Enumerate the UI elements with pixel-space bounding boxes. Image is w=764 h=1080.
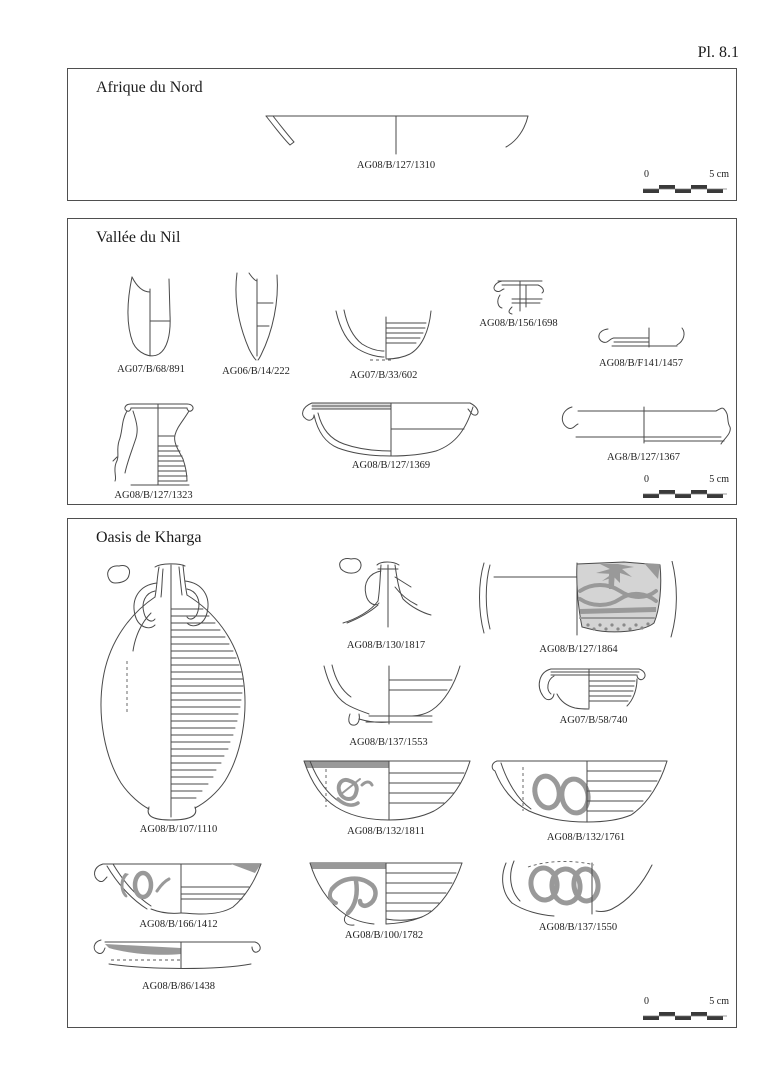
scale-zero: 0 (644, 169, 649, 180)
pottery-drawing-stand (490, 277, 548, 315)
artifact-label: AG08/B/F141/1457 (598, 358, 683, 369)
pottery-drawing-painted-basin (294, 759, 479, 823)
pottery-drawing-loop-bowl (489, 759, 684, 829)
artifact-label: AG07/B/68/891 (117, 364, 185, 375)
plate-number: Pl. 8.1 (697, 44, 739, 61)
artifact-label: AG07/B/33/602 (349, 370, 418, 381)
scale-five: 5 cm (709, 996, 729, 1007)
figure-amphora-1110 (86, 561, 271, 835)
artifact-label: AG08/B/127/1369 (351, 460, 431, 471)
artifact-label: AG08/B/127/1323 (114, 490, 193, 501)
artifact-label: AG08/B/137/1550 (538, 922, 618, 933)
panel-title: Vallée du Nil (96, 229, 181, 246)
pottery-drawing-ribbed-rim (531, 666, 656, 712)
figure-basin-1369 (296, 399, 486, 471)
figure-dish-1438 (86, 934, 271, 992)
figure-jar-rim-740 (526, 666, 661, 726)
pottery-drawing-painted-bowl (89, 861, 269, 916)
pottery-drawing-painted-sherd (474, 561, 684, 641)
pottery-drawing-rim-bowl (256, 113, 536, 157)
figure-painted-bowl-1761 (486, 759, 686, 843)
artifact-label: AG08/B/130/1817 (346, 640, 426, 651)
scale-five: 5 cm (709, 169, 729, 180)
scale-zero: 0 (644, 474, 649, 485)
pottery-drawing-ribbed-neck (111, 401, 196, 487)
panel-afrique-du-nord (67, 68, 737, 201)
artifact-label: AG07/B/58/740 (559, 715, 628, 726)
pottery-drawing-painted-dish (89, 934, 269, 978)
figure-bowl-602 (326, 309, 441, 381)
pottery-drawing-carinated-basin (296, 399, 486, 457)
artifact-label: AG08/B/132/1761 (546, 832, 626, 843)
pottery-drawing-jar-base (122, 273, 180, 361)
panel-title: Oasis de Kharga (96, 529, 202, 546)
pottery-drawing-shallow-dish (594, 325, 689, 355)
scale-zero: 0 (644, 996, 649, 1007)
scale-bar (643, 996, 728, 1026)
figure-painted-bowl-1412 (86, 861, 271, 930)
artifact-label: AG8/B/127/1367 (607, 452, 680, 463)
figure-painted-base-1550 (488, 859, 668, 933)
artifact-label: AG06/B/14/222 (222, 366, 290, 377)
artifact-label: AG08/B/156/1698 (479, 318, 558, 329)
pottery-drawing-swirl-bowl (298, 861, 470, 927)
pottery-drawing-footed-bowl (314, 664, 464, 734)
panel-title: Afrique du Nord (96, 79, 203, 96)
pottery-drawing-amphora (91, 561, 266, 821)
panel-oasis-de-kharga (67, 518, 737, 1028)
scale-bar (643, 474, 728, 504)
scale-bar (643, 169, 728, 199)
panel-vallee-du-nil (67, 218, 737, 505)
figure-bowl-1310 (256, 113, 536, 171)
scale-bar-graphic (643, 185, 727, 194)
artifact-label: AG08/B/137/1553 (349, 737, 428, 748)
figure-dish-1457 (586, 325, 696, 369)
artifact-label: AG08/B/100/1782 (344, 930, 424, 941)
artifact-label: AG08/B/107/1110 (139, 824, 218, 835)
figure-painted-bowl-1782 (294, 861, 474, 941)
figure-base-891 (101, 273, 201, 375)
scale-five: 5 cm (709, 474, 729, 485)
figure-bowl-1553 (311, 664, 466, 748)
figure-jar-neck-1323 (101, 401, 206, 501)
pottery-drawing-pointed-base (227, 271, 285, 363)
figure-painted-sherd-1864 (471, 561, 686, 655)
artifact-label: AG08/B/127/1864 (539, 644, 618, 655)
figure-neck-1817 (316, 557, 456, 651)
scale-bar-graphic (643, 490, 727, 499)
figure-base-222 (206, 271, 306, 377)
artifact-label: AG08/B/86/1438 (142, 981, 215, 992)
artifact-label: AG08/B/127/1310 (356, 160, 436, 171)
artifact-label: AG08/B/132/1811 (347, 826, 425, 837)
pottery-drawing-cylindrical-body (556, 401, 731, 449)
figure-body-1367 (556, 401, 731, 463)
pottery-drawing-jar-neck-handle (331, 557, 441, 637)
artifact-label: AG08/B/166/1412 (139, 919, 218, 930)
pottery-drawing-round-bowl (334, 309, 434, 367)
pottery-drawing-loop-base (492, 859, 664, 919)
figure-painted-basin-1811 (291, 759, 481, 837)
figure-stand-1698 (466, 277, 571, 329)
scale-bar-graphic (643, 1012, 727, 1021)
